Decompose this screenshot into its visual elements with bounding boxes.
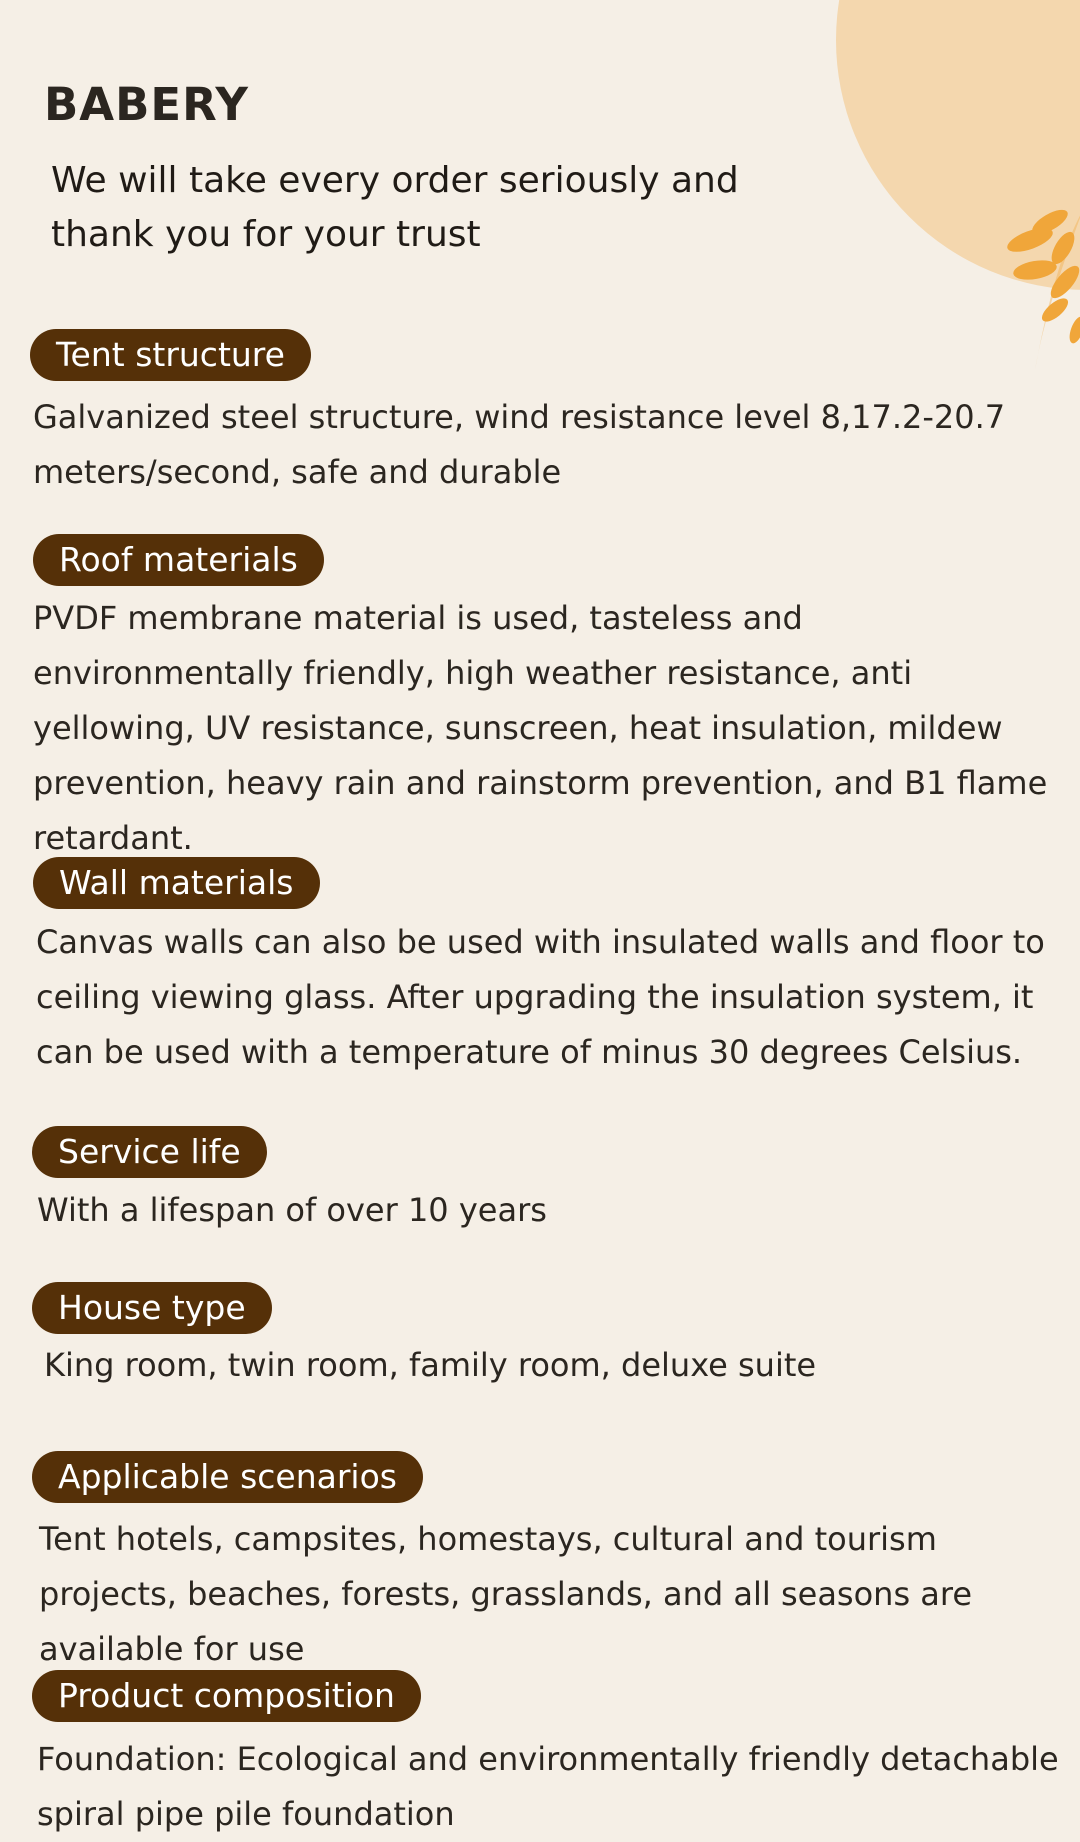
tagline: We will take every order seriously and thank you for your trust [51, 160, 739, 255]
section-text: With a lifespan of over 10 years [37, 1191, 547, 1229]
section-label: Tent structure [30, 329, 311, 381]
brand-name: BABERY [44, 78, 249, 131]
section-label: House type [32, 1282, 272, 1334]
section-text: Canvas walls can also be used with insulated walls and floor to ceiling viewing glass. After upgrading the insulation system, it can be used with a temperature of minus 30 degrees Celsius. [36, 923, 1045, 1071]
section-label: Roof materials [33, 534, 324, 586]
section-label: Applicable scenarios [32, 1451, 423, 1503]
section-text: Foundation: Ecological and environmentally friendly detachable spiral pipe pile foundation [37, 1740, 1059, 1833]
section-text: Galvanized steel structure, wind resistance level 8,17.2-20.7 meters/second, safe and durable [33, 398, 1006, 491]
section-text: Tent hotels, campsites, homestays, cultural and tourism projects, beaches, forests, grasslands, and all seasons are available for use [39, 1520, 973, 1668]
section-text: PVDF membrane material is used, tasteless and environmentally friendly, high weather resistance, anti yellowing, UV resistance, sunscreen, heat insulation, mildew prevention, heavy rain and rainstorm prevention, and B1 flame retardant. [33, 599, 1048, 857]
section-label: Wall materials [33, 857, 320, 909]
section-label: Service life [32, 1126, 267, 1178]
leaf-icon [995, 200, 1080, 380]
section-text: King room, twin room, family room, deluxe suite [44, 1346, 817, 1384]
section-label: Product composition [32, 1670, 421, 1722]
